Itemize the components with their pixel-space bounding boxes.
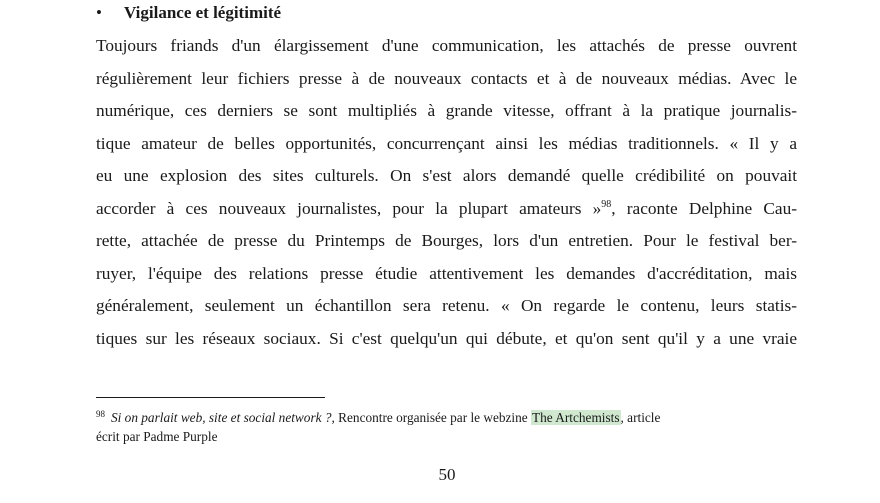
paragraph-line-1: Toujours friands d'un élargissement d'une communication, les attachés de presse ouvrent (96, 36, 797, 55)
footnote-line-2: écrit par Padme Purple (96, 429, 218, 444)
footnote-separator (96, 397, 325, 398)
paragraph-line-6 (96, 197, 797, 230)
footnote-highlight: The Artchemists (532, 410, 620, 425)
footnote-number: 98 (96, 409, 105, 419)
section-heading-text: Vigilance et légitimité (124, 3, 282, 22)
paragraph-line-3: numérique, ces derniers se sont multipliés à grande vitesse, offrant à la pratique journalis- (96, 101, 797, 120)
footnote-line-1 (96, 408, 796, 427)
paragraph-line-6-start: accorder à ces nouveaux journalistes, pour la plupart amateurs » (96, 198, 602, 218)
paragraph-line-10: tiques sur les réseaux sociaux. Si c'est quelqu'un qui débute, et qu'on sent qu'il y a une vraie (96, 328, 797, 348)
bullet-icon: • (96, 3, 102, 22)
paragraph-line-9: généralement, seulement un échantillon sera retenu. « On regarde le contenu, leurs statis- (96, 296, 797, 315)
paragraph-line-6-end: , raconte Delphine Cau- (611, 198, 797, 218)
footnote-reference[interactable]: 98 (601, 198, 612, 210)
footnote (96, 408, 796, 446)
section-heading (96, 2, 281, 24)
body-paragraph (96, 34, 797, 359)
paragraph-line-8: ruyer, l'équipe des relations presse étudie attentivement les demandes d'accréditation, mais (96, 263, 797, 283)
paragraph-line-2: régulièrement leur fichiers presse à de nouveaux contacts et à de nouveaux médias. Avec le (96, 68, 797, 88)
footnote-text-before: Rencontre organisée par le webzine (334, 410, 531, 425)
footnote-text-after: , article (620, 410, 661, 425)
page-number: 50 (438, 465, 456, 484)
paragraph-line-7: rette, attachée de presse du Printemps de Bourges, lors d'un entretien. Pour le festival ber- (96, 231, 797, 250)
paragraph-line-4: tique amateur de belles opportunités, concurrençant ainsi les médias traditionnels. « Il y a (96, 133, 797, 153)
paragraph-line-5: eu une explosion des sites culturels. On s'est alors demandé quelle crédibilité on pouvait (96, 166, 797, 185)
footnote-title: Si on parlait web, site et social network ?, (111, 410, 335, 425)
